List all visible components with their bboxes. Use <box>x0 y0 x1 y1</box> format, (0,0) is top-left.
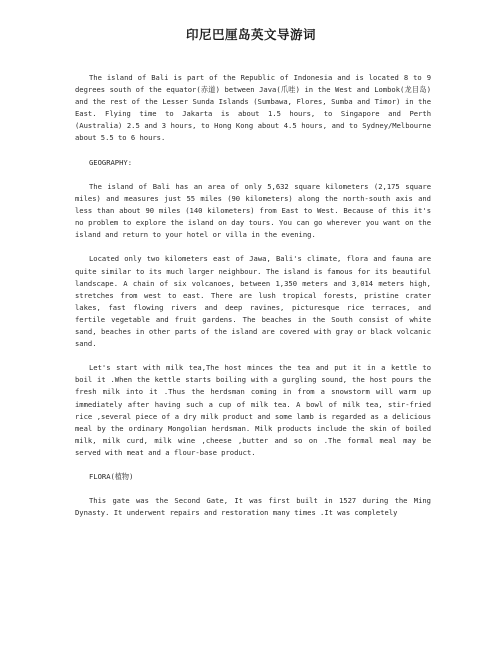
document-title: 印尼巴厘岛英文导游词 <box>185 27 316 42</box>
paragraph-second-gate: This gate was the Second Gate, It was first built in 1527 during the Ming Dynasty. It underwent repairs and restoration many times .It was completely <box>75 496 431 518</box>
heading-geography: GEOGRAPHY: <box>89 157 132 167</box>
paragraph-location: The island of Bali is part of the Republic of Indonesia and is located 8 to 9 degrees south of the equator(赤道) between Java(爪哇) in the West and Lombok(龙目岛) and the rest of the Lesser Sunda Islands (Sumbawa, Flores, Sumba and Timor) in the East. Flying time to Jakarta is about 1.5 hours, to Singapore and Perth (Australia) 2.5 and 3 hours, to Hong Kong about 4.5 hours, and to Sydney/Melbourne about 5.5 to 6 hours. <box>75 73 431 143</box>
paragraph-landscape: Located only two kilometers east of Jawa, Bali's climate, flora and fauna are quite similar to its much larger neighbour. The island is famous for its beautiful landscape. A chain of six volcanoes, between 1,350 meters and 3,014 meters high, stretches from west to east. There are lush tropical forests, pristine crater lakes, fast flowing rivers and deep ravines, picturesque rice terraces, and fertile vegetable and fruit gardens. The beaches in the South consist of white sand, beaches in other parts of the island are covered with gray or black volcanic sand. <box>75 254 431 349</box>
heading-flora: FLORA(植物) <box>89 472 134 482</box>
paragraph-area: The island of Bali has an area of only 5,632 square kilometers (2,175 square miles) and measures just 55 miles (90 kilometers) along the north-south axis and less than about 90 miles (140 kilometers) from East to West. Because of this it's no problem to explore the island on day tours. You can go wherever you want on the island and return to your hotel or villa in the evening. <box>75 181 431 240</box>
paragraph-milk-tea: Let's start with milk tea,The host minces the tea and put it in a kettle to boil it .When the kettle starts boiling with a gurgling sound, the host pours the fresh milk into it .Thus the herdsman coming in from a snowstorm will warm up immediately after having such a cup of milk tea. A bowl of milk tea, stir-fried rice ,several piece of a dry milk product and some lamb is regarded as a delicious meal by the ordinary Mongolian herdsman. Milk products include the skin of boiled milk, milk curd, milk wine ,cheese ,butter and so on .The formal meal may be served with meat and a flour-base product. <box>75 363 431 457</box>
document-body <box>75 72 431 519</box>
